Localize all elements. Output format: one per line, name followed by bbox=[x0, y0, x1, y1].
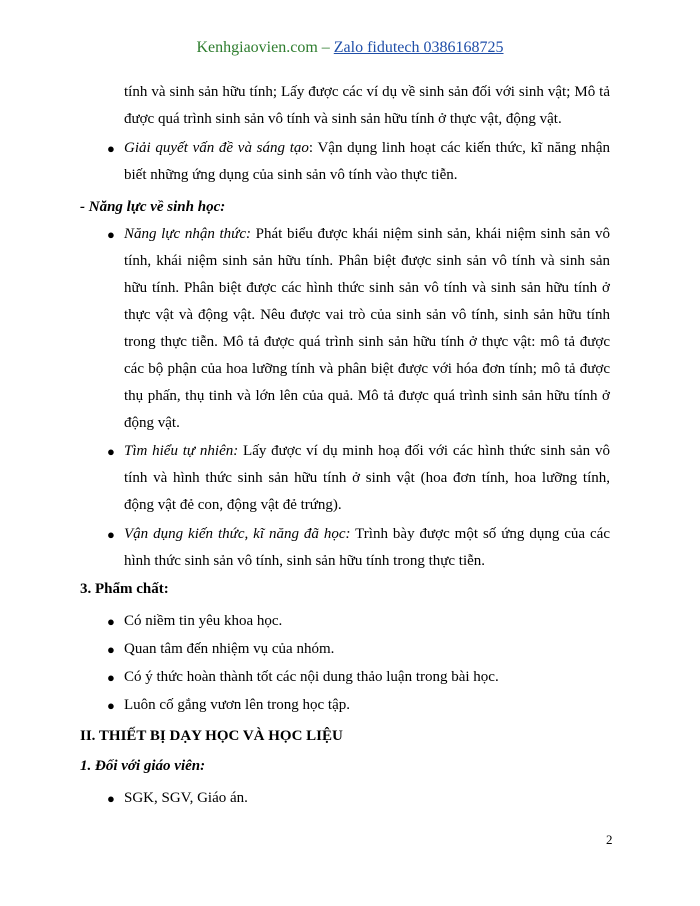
item-text: : Vận dụng linh hoạt các kiến thức, kĩ năng nhận biết những ứng dụng của sinh sản vô tính vào thực tiễn. bbox=[124, 140, 610, 183]
item-text: Lấy được ví dụ minh hoạ đối với các hình thức sinh sản vô tính và hình thức sinh sản hữu tính ở sinh vật (hoa đơn tính, hoa lưỡng tính, động vật đẻ con, động vật đẻ trứng). bbox=[124, 443, 610, 513]
qualities-heading: 3. Phẩm chất: bbox=[80, 581, 169, 597]
item-label: Tìm hiểu tự nhiên: bbox=[124, 443, 239, 459]
teacher-item: SGK, SGV, Giáo án. bbox=[124, 790, 248, 806]
bullet-icon: ● bbox=[107, 670, 115, 685]
bullet-icon: ● bbox=[107, 444, 115, 459]
page-number: 2 bbox=[606, 832, 613, 847]
continuation-paragraph: tính và sinh sản hữu tính; Lấy được các ví dụ về sinh sản đối với sinh vật; Mô tả được quá trình sinh sản vô tính và sinh sản hữu tính ở thực vật, động vật. bbox=[124, 84, 610, 127]
bullet-icon: ● bbox=[107, 614, 115, 629]
page-header bbox=[0, 39, 700, 57]
teacher-subheading: 1. Đối với giáo viên: bbox=[80, 758, 206, 774]
item-text: Trình bày được một số ứng dụng của các hình thức sinh sản vô tính, sinh sản hữu tính trong thực tiễn. bbox=[124, 526, 610, 569]
section-heading: II. THIẾT BỊ DẠY HỌC VÀ HỌC LIỆU bbox=[80, 728, 343, 744]
bio-item bbox=[124, 438, 610, 519]
bullet-icon: ● bbox=[107, 698, 115, 713]
bio-item bbox=[124, 221, 610, 437]
bio-heading: - Năng lực về sinh học: bbox=[80, 199, 226, 215]
general-item bbox=[124, 135, 610, 189]
bullet-icon: ● bbox=[107, 527, 115, 542]
item-label: Vận dụng kiến thức, kĩ năng đã học: bbox=[124, 526, 351, 542]
quality-item: Luôn cố gắng vươn lên trong học tập. bbox=[124, 697, 351, 713]
bullet-icon: ● bbox=[107, 791, 115, 806]
header-site[interactable]: Kenhgiaovien.com bbox=[196, 39, 318, 56]
bullet-icon: ● bbox=[107, 141, 115, 156]
quality-item: Có niềm tin yêu khoa học. bbox=[124, 613, 283, 629]
header-dash: – bbox=[317, 39, 334, 56]
header-zalo-link[interactable]: Zalo fidutech 0386168725 bbox=[333, 39, 504, 56]
quality-item: Quan tâm đến nhiệm vụ của nhóm. bbox=[124, 641, 335, 657]
item-text: Phát biểu được khái niệm sinh sản, khái niệm sinh sản vô tính, khái niệm sinh sản hữu tính. Phân biệt được sinh sản vô tính và sinh sản hữu tính. Phân biệt được các hình thức sinh sản vô tính và sinh sản hữu tính ở thực vật và động vật. Nêu được vai trò của sinh sản vô tính, sinh sản hữu tính trong thực tiễn. Mô tả được quá trình sinh sản hữu tính ở thực vật: mô tả được các bộ phận của hoa lưỡng tính và phân biệt được với hóa đơn tính; mô tả được thụ phấn, thụ tinh và lớn lên của quả. Mô tả được quá trình sinh sản hữu tính ở động vật. bbox=[124, 226, 610, 431]
quality-item: Có ý thức hoàn thành tốt các nội dung thảo luận trong bài học. bbox=[124, 669, 499, 685]
bullet-icon: ● bbox=[107, 642, 115, 657]
item-label: Giải quyết vấn đề và sáng tạo bbox=[124, 140, 309, 156]
bullet-icon: ● bbox=[107, 227, 115, 242]
item-label: Năng lực nhận thức: bbox=[124, 226, 251, 242]
bio-item bbox=[124, 521, 610, 575]
